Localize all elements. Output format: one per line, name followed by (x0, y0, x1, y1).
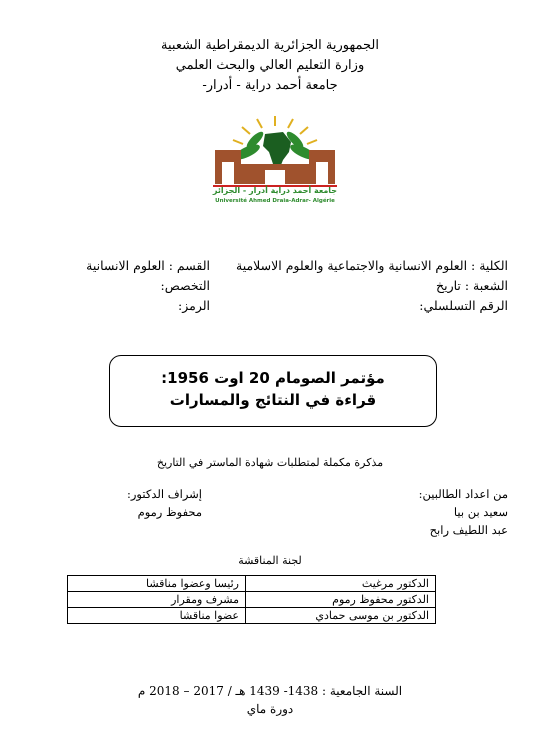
student-name: عبد اللطيف رابح (429, 523, 508, 537)
logo-arabic-caption: جامعة أحمد دراية أدرار - الجزائر (212, 186, 338, 195)
committee-member: الدكتور محفوظ رموم (246, 592, 436, 608)
committee-role: عضوا مناقشا (68, 608, 246, 624)
academic-year: السنة الجامعية : 1438- 1439 هـ / 2017 – 2018 م (137, 684, 403, 698)
ministry-name: وزارة التعليم العالي والبحث العلمي (175, 58, 365, 73)
session-label: دورة ماي (246, 702, 294, 716)
table-row (68, 576, 436, 592)
meta-right-column (208, 256, 508, 316)
university-logo (195, 112, 355, 204)
supervisor-name: محفوظ رموم (137, 505, 202, 519)
supervisor-label: إشراف الدكتور: (127, 487, 202, 501)
thesis-title-box (109, 355, 437, 427)
logo-latin-caption: Université Ahmed Draia-Adrar- Algérie (215, 198, 335, 204)
supervisor-block (62, 485, 202, 521)
thesis-title-line2: قراءة في النتائج والمسارات (169, 391, 377, 409)
committee-title: لجنة المناقشة (238, 554, 302, 567)
table-row (68, 592, 436, 608)
committee-role: مشرف ومقرار (68, 592, 246, 608)
document-header (0, 36, 540, 96)
branch-line: الشعبة : تاريخ (436, 278, 508, 293)
student-name: سعيد بن بيا (453, 505, 508, 519)
committee-role: رئيسا وعضوا مناقشا (68, 576, 246, 592)
table-row (68, 608, 436, 624)
code-line: الرمز: (178, 298, 210, 313)
meta-left-column (40, 256, 210, 316)
committee-table (67, 575, 436, 624)
serial-number-line: الرقم التسلسلي: (419, 298, 508, 313)
committee-member: الدكتور بن موسى حمادي (246, 608, 436, 624)
students-block (308, 485, 508, 539)
students-label: من اعداد الطالبين: (418, 487, 508, 501)
department-line: القسم : العلوم الانسانية (86, 258, 210, 273)
document-footer (0, 682, 540, 718)
specialty-line: التخصص: (160, 278, 210, 293)
university-logo-icon (195, 112, 355, 204)
thesis-subtitle: مذكرة مكملة لمتطلبات شهادة الماستر في التاريخ (156, 456, 384, 469)
republic-name: الجمهورية الجزائرية الديمقراطية الشعبية (161, 38, 379, 53)
thesis-title-line1: مؤتمر الصومام 20 اوت 1956: (161, 369, 385, 387)
faculty-line: الكلية : العلوم الانسانية والاجتماعية والعلوم الاسلامية (236, 258, 508, 273)
committee-member: الدكتور مرغيث (246, 576, 436, 592)
university-name: جامعة أحمد دراية - أدرار- (202, 78, 338, 93)
